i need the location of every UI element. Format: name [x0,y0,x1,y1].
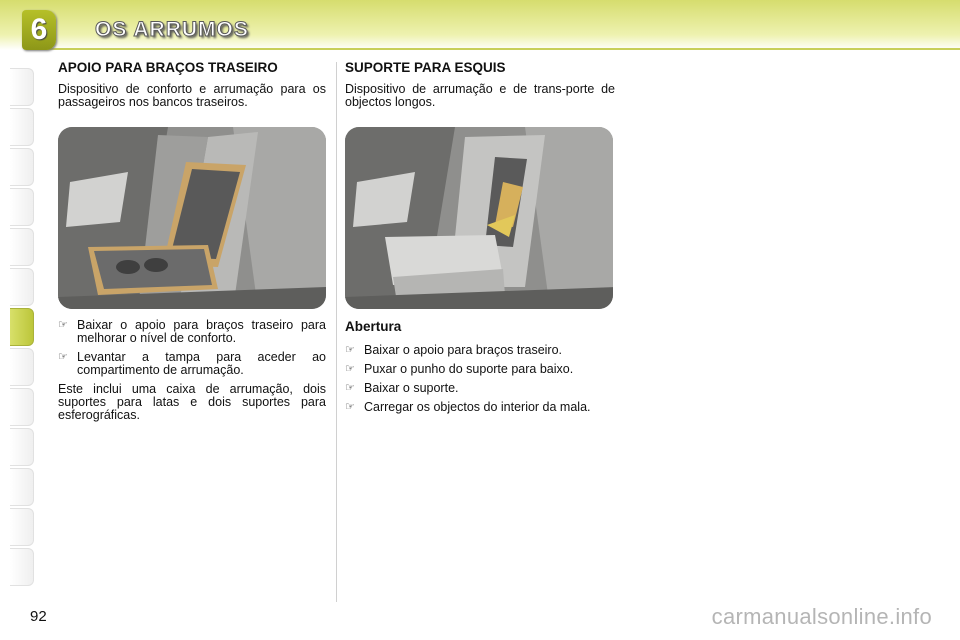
side-tab[interactable] [10,388,34,426]
side-tab[interactable] [10,68,34,106]
chapter-title: OS ARRUMOS [95,18,249,41]
ski-support-section [345,60,615,420]
chapter-side-tabs [10,68,34,588]
side-tab[interactable] [10,108,34,146]
chapter-number: 6 [30,13,48,46]
list-item [58,351,326,377]
section-intro: Dispositivo de conforto e arrumação para os passageiros nos bancos traseiros. [58,82,326,109]
pointing-hand-icon: ☞ [58,319,68,331]
ski-support-photo [345,127,613,309]
side-tab[interactable] [10,228,34,266]
step-text: Baixar o suporte. [364,381,459,395]
pointing-hand-icon: ☞ [345,401,355,413]
armrest-photo [58,127,326,309]
header-rule [40,48,960,50]
step-text: Baixar o apoio para braços traseiro para melhorar o nível de conforto. [77,318,326,345]
step-text: Puxar o punho do suporte para baixo. [364,362,574,376]
list-item [345,401,615,414]
chapter-badge [22,10,56,50]
list-item [345,382,615,395]
watermark: carmanualsonline.info [711,604,932,629]
armrest-section [58,60,326,422]
section-note: Este inclui uma caixa de arrumação, dois suportes para latas e dois suportes para esferográficas. [58,382,326,422]
section-intro: Dispositivo de arrumação e de trans-porte de objectos longos. [345,82,615,109]
pointing-hand-icon: ☞ [345,344,355,356]
column-divider [336,62,337,602]
list-item [345,363,615,376]
side-tab[interactable] [10,188,34,226]
page-number: 92 [30,608,47,625]
step-text: Carregar os objectos do interior da mala. [364,400,591,414]
pointing-hand-icon: ☞ [345,363,355,375]
step-text: Levantar a tampa para aceder ao compartimento de arrumação. [77,350,326,377]
side-tab[interactable] [10,428,34,466]
side-tab[interactable] [10,148,34,186]
ski-support-steps [345,344,615,414]
side-tab[interactable] [10,268,34,306]
armrest-steps [58,319,326,377]
side-tab[interactable] [10,468,34,506]
pointing-hand-icon: ☞ [345,382,355,394]
side-tab[interactable] [10,548,34,586]
step-text: Baixar o apoio para braços traseiro. [364,343,563,357]
side-tab[interactable] [10,508,34,546]
section-heading: APOIO PARA BRAÇOS TRASEIRO [58,60,278,75]
pointing-hand-icon: ☞ [58,351,68,363]
opening-subheading: Abertura [345,319,402,334]
section-heading: SUPORTE PARA ESQUIS [345,60,506,75]
side-tab[interactable] [10,348,34,386]
list-item [345,344,615,357]
side-tab-active[interactable] [10,308,34,346]
list-item [58,319,326,345]
